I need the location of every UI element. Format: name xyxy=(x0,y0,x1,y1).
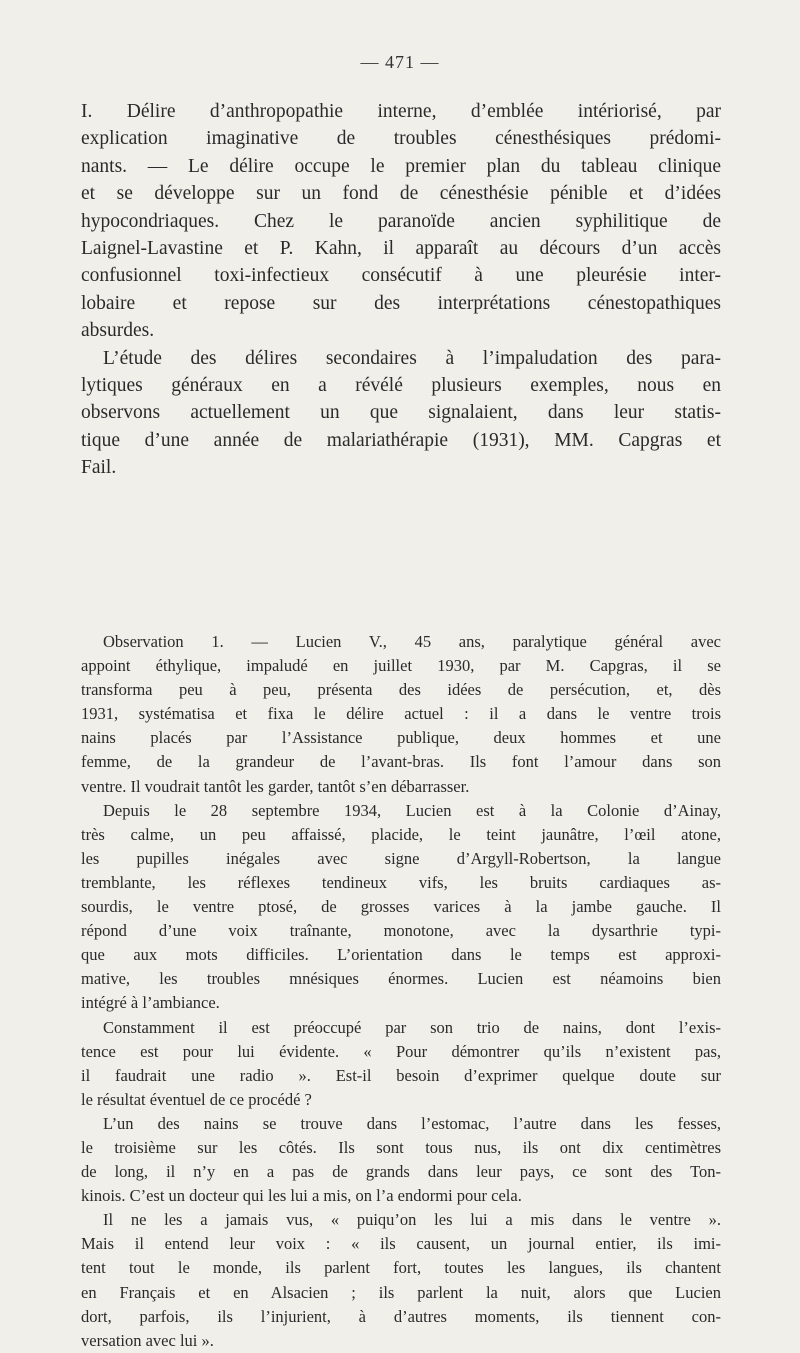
text-line: transforma peu à peu, présenta des idées de persécution, et, dès xyxy=(81,680,721,700)
text-line: Constamment il est préoccupé par son trio de nains, dont l’exis- xyxy=(103,1017,721,1037)
intro-section xyxy=(81,98,721,481)
text-line: versation avec lui ». xyxy=(81,1330,214,1350)
text-line: que aux mots difficiles. L’orientation dans le temps est approxi- xyxy=(81,945,721,965)
text-line: tique d’une année de malariathérapie (1931), MM. Capgras et xyxy=(81,429,721,451)
text-line: nains placés par l’Assistance publique, deux hommes et une xyxy=(81,728,721,748)
page-number: — 471 — xyxy=(360,52,440,72)
observation-paragraph-3 xyxy=(81,1016,721,1112)
text-line: lobaire et repose sur des interprétations cénestopathiques xyxy=(81,292,721,314)
text-line: explication imaginative de troubles cénesthésiques prédomi- xyxy=(81,128,721,150)
text-line: tremblante, les réflexes tendineux vifs, les bruits cardiaques as- xyxy=(81,872,721,892)
text-line: tence est pour lui évidente. « Pour démontrer qu’ils n’existent pas, xyxy=(81,1041,721,1061)
text-line: L’un des nains se trouve dans l’estomac, l’autre dans les fesses, xyxy=(103,1113,721,1133)
text-line: intégré à l’ambiance. xyxy=(81,993,220,1013)
observation-paragraph-1 xyxy=(81,630,721,799)
text-line: lytiques généraux en a révélé plusieurs exemples, nous en xyxy=(81,374,721,396)
text-line: confusionnel toxi-infectieux consécutif à une pleurésie inter- xyxy=(81,265,721,287)
text-line: hypocondriaques. Chez le paranoïde ancien syphilitique de xyxy=(81,210,721,232)
text-line: le troisième sur les côtés. Ils sont tous nus, ils ont dix centimètres xyxy=(81,1137,721,1157)
text-line: dort, parfois, ils l’injurient, à d’autres moments, ils tiennent con- xyxy=(81,1306,721,1326)
text-line: nants. — Le délire occupe le premier plan du tableau clinique xyxy=(81,155,721,177)
text-line: et se développe sur un fond de cénesthésie pénible et d’idées xyxy=(81,183,721,205)
text-line: tent tout le monde, ils parlent fort, toutes les langues, ils chantent xyxy=(81,1258,721,1278)
intro-paragraph-1 xyxy=(81,98,721,345)
text-line: le résultat éventuel de ce procédé ? xyxy=(81,1089,312,1109)
text-line: Depuis le 28 septembre 1934, Lucien est à la Colonie d’Ainay, xyxy=(103,800,721,820)
text-line: 1931, systématisa et fixa le délire actuel : il a dans le ventre trois xyxy=(81,704,721,724)
text-line: Mais il entend leur voix : « ils causent, un journal entier, ils imi- xyxy=(81,1234,721,1254)
text-line: Fail. xyxy=(81,457,117,479)
text-line: très calme, un peu affaissé, placide, le teint jaunâtre, l’œil atone, xyxy=(81,824,721,844)
observation-paragraph-5 xyxy=(81,1208,721,1353)
text-line: observons actuellement un que signalaient, dans leur statis- xyxy=(81,402,721,424)
text-line: mative, les troubles mnésiques énormes. Lucien est néamoins bien xyxy=(81,969,721,989)
observation-paragraph-4 xyxy=(81,1112,721,1208)
text-line: femme, de la grandeur de l’avant-bras. Ils font l’amour dans son xyxy=(81,752,721,772)
text-line: I. Délire d’anthropopathie interne, d’emblée intériorisé, par xyxy=(81,101,721,122)
text-line: Il ne les a jamais vus, « puiqu’on les lui a mis dans le ventre ». xyxy=(103,1210,721,1230)
text-line: L’étude des délires secondaires à l’impaludation des para- xyxy=(103,347,721,369)
intro-paragraph-2 xyxy=(81,345,721,482)
text-line: Laignel-Lavastine et P. Kahn, il apparaît au décours d’un accès xyxy=(81,237,721,259)
text-line: répond d’une voix traînante, monotone, avec la dysarthrie typi- xyxy=(81,921,721,941)
text-line: de long, il n’y en a pas de grands dans leur pays, ce sont des Ton- xyxy=(81,1162,721,1182)
text-line: kinois. C’est un docteur qui les lui a mis, on l’a endormi pour cela. xyxy=(81,1186,522,1206)
observation-paragraph-2 xyxy=(81,799,721,1016)
observation-section xyxy=(81,630,721,1353)
text-line: il faudrait une radio ». Est-il besoin d’exprimer quelque doute sur xyxy=(81,1065,721,1085)
text-line: en Français et en Alsacien ; ils parlent la nuit, alors que Lucien xyxy=(81,1282,721,1302)
text-line: appoint éthylique, impaludé en juillet 1930, par M. Capgras, il se xyxy=(81,656,721,676)
text-line: absurdes. xyxy=(81,320,155,342)
text-line: sourdis, le ventre ptosé, de grosses varices à la jambe gauche. Il xyxy=(81,897,721,917)
text-line: ventre. Il voudrait tantôt les garder, tantôt s’en débarrasser. xyxy=(81,776,470,796)
text-line: les pupilles inégales avec signe d’Argyll-Robertson, la langue xyxy=(81,848,721,868)
text-line: Observation 1. — Lucien V., 45 ans, paralytique général avec xyxy=(103,632,721,651)
